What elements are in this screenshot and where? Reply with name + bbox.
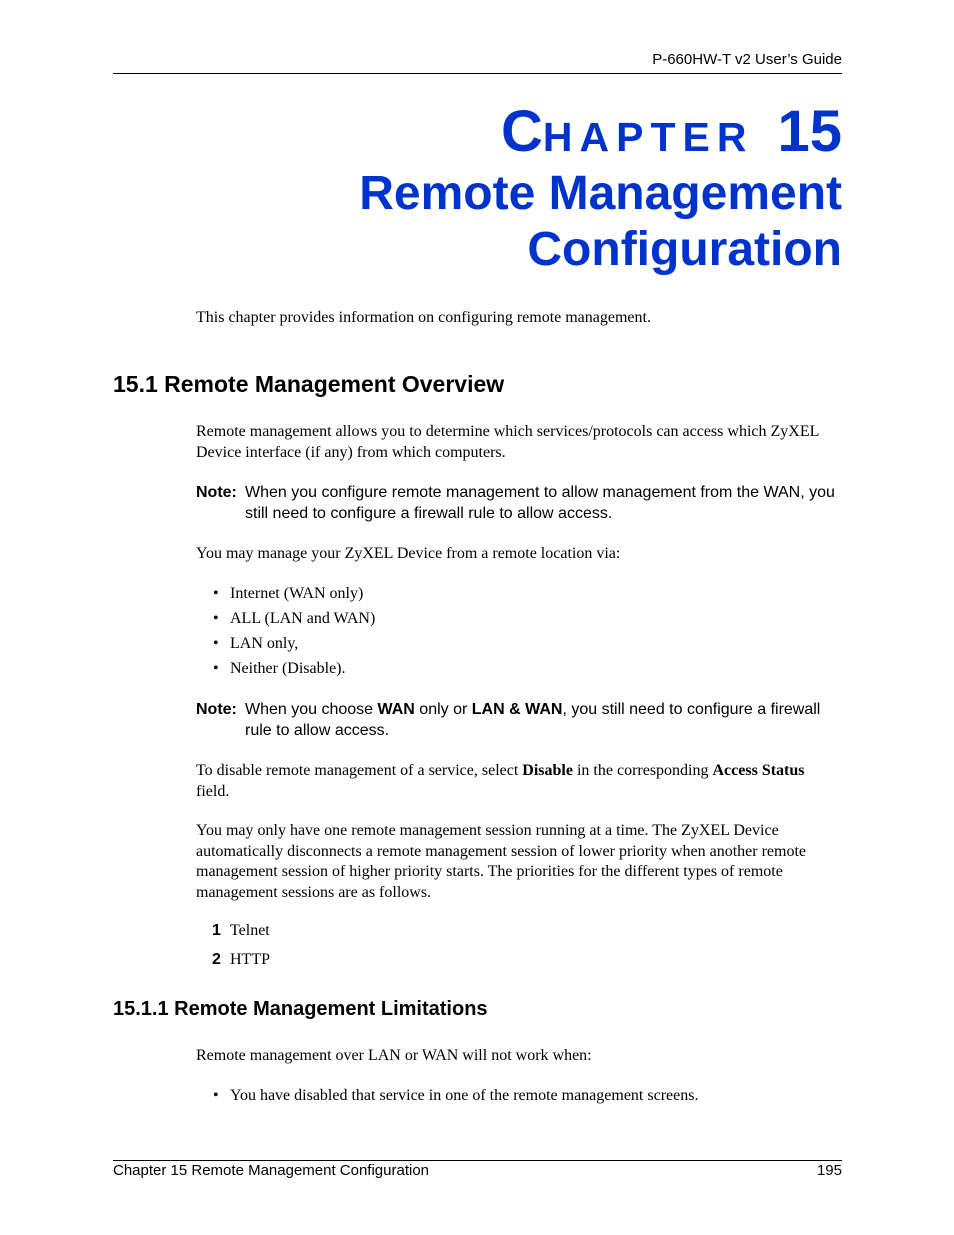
list-item-label: Telnet (230, 922, 270, 939)
section-heading-15-1: 15.1 Remote Management Overview (113, 371, 505, 397)
chapter-label (501, 98, 842, 165)
text-part: in the corresponding (572, 762, 713, 779)
text-part: field. (196, 782, 230, 800)
note-bold-lan-wan: LAN & WAN (471, 701, 563, 718)
list-item: • ALL (LAN and WAN) (213, 606, 375, 631)
note-text-part: When you choose (245, 701, 378, 718)
chapter-title-line2: Configuration (527, 223, 842, 276)
bold-disable: Disable (522, 762, 573, 779)
chapter-title-line1: Remote Management (359, 167, 842, 220)
footer-rule (113, 1160, 842, 1161)
header-rule (113, 73, 842, 74)
chapter-word-rest: HAPTER (542, 114, 754, 160)
text-part: To disable remote management of a service, select (196, 762, 523, 779)
chapter-first-letter: C (501, 99, 543, 164)
list-item (212, 951, 270, 980)
limitations-paragraph: Remote management over LAN or WAN will not work when: (196, 1047, 592, 1064)
list-number: 2 (212, 951, 221, 968)
footer-chapter-title: Chapter 15 Remote Management Configuration (113, 1162, 430, 1179)
limitations-bullet-list (213, 1083, 698, 1108)
note-bold-wan: WAN (377, 701, 415, 718)
chapter-number: 15 (777, 99, 842, 164)
note-wan-firewall (196, 483, 846, 524)
access-bullet-list (213, 581, 375, 681)
note-text-part: , you still need to configure a firewall rule to allow access. (245, 701, 821, 739)
list-item (212, 922, 270, 951)
overview-paragraph-4: You may only have one remote management session running at a time. The ZyXEL Device automatically disconnects a remote management session of lower priority when another remote management session of higher priority starts. The priorities for the different types of remote management sessions are as follows. (196, 822, 807, 901)
list-item: • Neither (Disable). (213, 656, 375, 681)
bold-access-status: Access Status (712, 762, 805, 779)
running-header: P-660HW-T v2 User’s Guide (652, 51, 842, 68)
note-text-part: only or (414, 701, 472, 718)
list-item: • LAN only, (213, 631, 375, 656)
note-label: Note: (196, 701, 237, 718)
list-item-label: HTTP (230, 951, 270, 968)
note-wan-lan (196, 700, 846, 741)
priority-list (212, 922, 270, 980)
section-heading-15-1-1: 15.1.1 Remote Management Limitations (113, 998, 488, 1020)
overview-paragraph-2: You may manage your ZyXEL Device from a remote location via: (196, 545, 621, 562)
list-item: • You have disabled that service in one of the remote management screens. (213, 1083, 698, 1108)
list-item: • Internet (WAN only) (213, 581, 375, 606)
note-label: Note: (196, 484, 237, 501)
list-number: 1 (212, 922, 221, 939)
note-text (245, 700, 846, 741)
overview-paragraph-1: Remote management allows you to determine which services/protocols can access which ZyXEL Device interface (if any) from which computers. (196, 423, 819, 461)
page-number: 195 (816, 1162, 842, 1179)
note-text: When you configure remote management to allow management from the WAN, you still need to configure a firewall rule to allow access. (245, 484, 835, 522)
overview-paragraph-3 (196, 761, 836, 802)
intro-paragraph: This chapter provides information on configuring remote management. (196, 309, 651, 326)
